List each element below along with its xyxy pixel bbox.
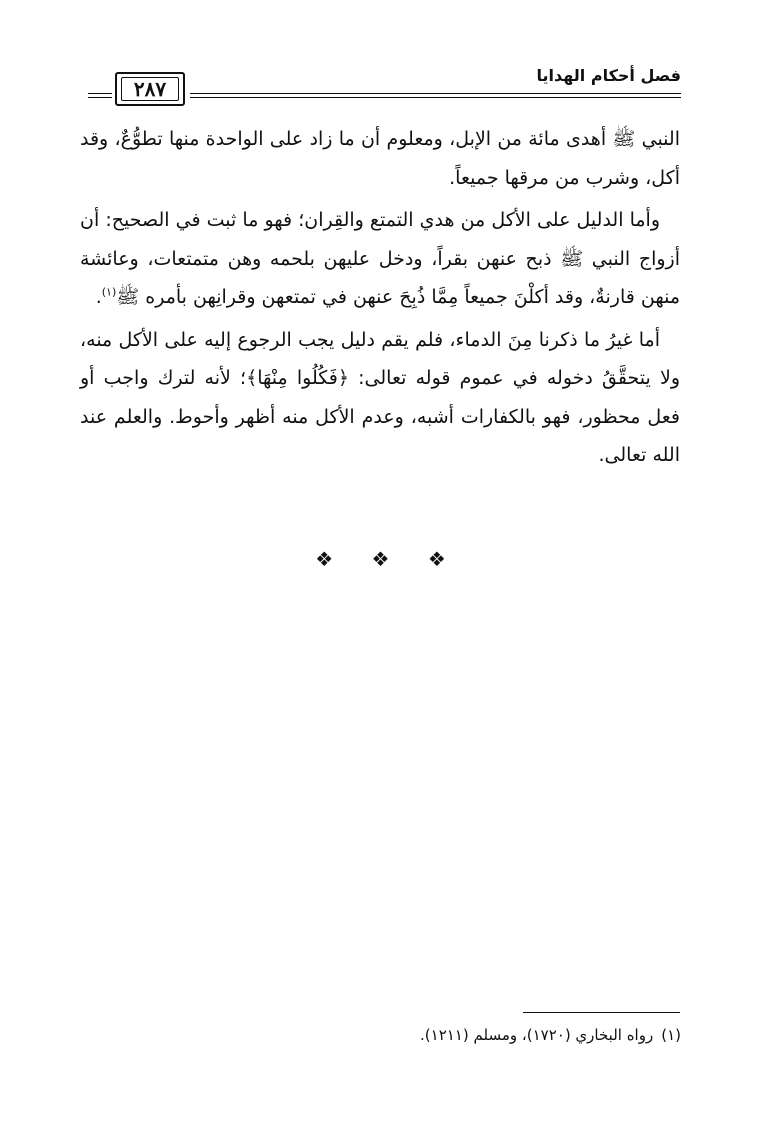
paragraph-end: .: [95, 286, 102, 308]
header-rule: [88, 97, 112, 98]
footnote-text: رواه البخاري (١٧٢٠)، ومسلم (١٢١١).: [420, 1026, 654, 1044]
ornament-glyph: ❖: [371, 547, 390, 571]
paragraph-text: أما غيرُ ما ذكرنا مِنَ الدماء، فلم يقم دليل يجب الرجوع إليه على الأكل منه، ولا يتحقَّقُ دخوله في عموم قوله تعالى: ﴿فَكُلُوا مِنْهَا﴾؛ لأنه لترك واجب أو فعل محظور، فهو بالكفارات أشبه، وعدم الأكل منه أظهر وأحوط. والعلم عند الله تعالى.: [80, 328, 680, 466]
header-rule: [190, 97, 681, 98]
paragraph-text: النبي ﷺ أهدى مائة من الإبل، ومعلوم أن ما زاد على الواحدة منها تطوُّعٌ، وقد أكل، وشرب من مرقها جميعاً.: [80, 128, 680, 189]
main-text: [80, 120, 680, 475]
paragraph: [80, 321, 680, 475]
header-rule: [88, 93, 112, 94]
ornament-glyph: ❖: [427, 547, 446, 571]
footnote: [420, 1026, 681, 1044]
ornament-glyph: ❖: [315, 547, 334, 571]
paragraph: [80, 120, 680, 197]
footnote-number: (١): [661, 1026, 681, 1044]
page-header: [88, 64, 681, 108]
footnote-reference: (١): [101, 285, 117, 299]
section-ornament: [0, 547, 761, 571]
header-rule: [190, 93, 681, 94]
page-number: ٢٨٧: [121, 77, 179, 101]
page-number-frame: [115, 72, 185, 106]
paragraph: [80, 201, 680, 317]
chapter-title: فصل أحكام الهدايا: [536, 66, 681, 85]
footnote-divider: [523, 1012, 680, 1013]
paragraph-text: وأما الدليل على الأكل من هدي التمتع والقِران؛ فهو ما ثبت في الصحيح: أن أزواج النبي ﷺ ذبح عنهن بقراً، ودخل عليهن بلحمه وهن متمتعات، وعائشة منهن قارنةٌ، وقد أكلْنَ جميعاً مِمَّا ذُبِحَ عنهن في تمتعهن وقرانِهن بأمره ﷺ: [80, 209, 680, 308]
